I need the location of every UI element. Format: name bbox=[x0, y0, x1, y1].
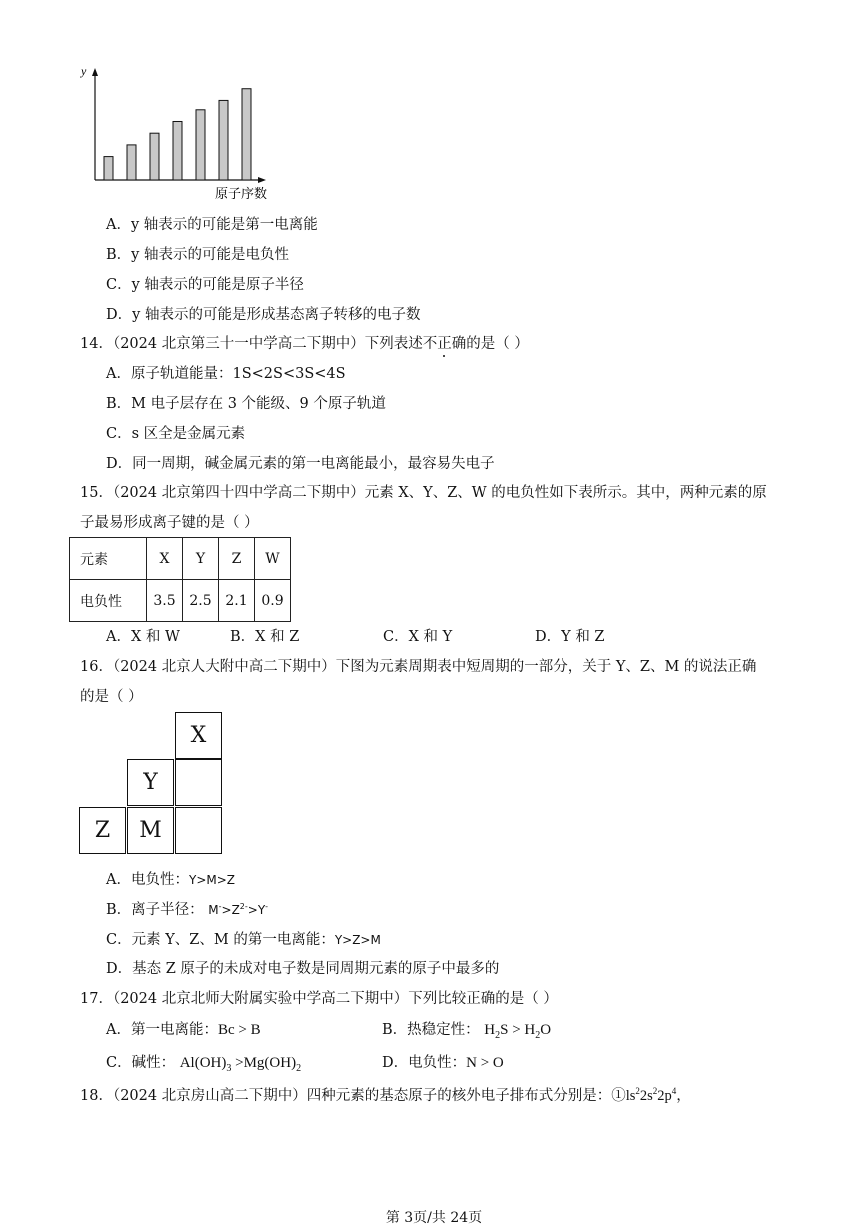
q16-option-a: A．电负性：Y>M>Z bbox=[106, 872, 235, 888]
bar bbox=[104, 157, 113, 180]
periodic-table-fragment bbox=[79, 712, 225, 856]
y-axis-label: y bbox=[81, 64, 87, 78]
q14-option-a: A．原子轨道能量：1S<2S<3S<4S bbox=[106, 366, 346, 382]
bar bbox=[219, 100, 228, 180]
q13-option-d: D．y 轴表示的可能是形成基态离子转移的电子数 bbox=[106, 307, 421, 323]
q18-stem: 18．（2024 北京房山高二下期中）四种元素的基态原子的核外电子排布式分别是：$①ls^22s^22p^4$， bbox=[80, 1086, 691, 1104]
table-cell: 3.5 bbox=[147, 580, 183, 622]
bar-chart bbox=[70, 62, 290, 202]
q13-option-c: C．y 轴表示的可能是原子半径 bbox=[106, 277, 304, 293]
q17-option-c: C．碱性： $Al(OH)_3 >Mg(OH)_2$ bbox=[106, 1055, 302, 1074]
cell-empty bbox=[175, 807, 222, 854]
bar bbox=[242, 89, 251, 180]
electron-configuration: $ls^22s^22p^4$ bbox=[625, 1086, 677, 1104]
table-cell: Z bbox=[219, 538, 255, 580]
q15-stem-line1: 15．（2024 北京第四十四中学高二下期中）元素 X、Y、Z、W 的电负性如下表所示。其中，两种元素的原 bbox=[80, 485, 767, 501]
table-row bbox=[70, 538, 291, 580]
q14-option-c: C．s 区全是金属元素 bbox=[106, 426, 246, 442]
q15-stem-line2: 子最易形成离子键的是（ ） bbox=[80, 515, 259, 531]
bar bbox=[196, 110, 205, 180]
q16-option-c: C．元素 Y、Z、M 的第一电离能：Y>Z>M bbox=[106, 932, 381, 948]
cell-x: X bbox=[175, 712, 222, 759]
cell-y: Y bbox=[127, 759, 174, 806]
table-cell: 2.1 bbox=[219, 580, 255, 622]
q14-option-d: D．同一周期，碱金属元素的第一电离能最小，最容易失电子 bbox=[106, 456, 495, 472]
q16-stem-line1: 16．（2024 北京人大附中高二下期中）下图为元素周期表中短周期的一部分，关于 Y、Z、M 的说法正确 bbox=[80, 659, 757, 675]
q13-option-a: A．y 轴表示的可能是第一电离能 bbox=[106, 217, 318, 233]
q16-option-d: D．基态 Z 原子的未成对电子数是同周期元素的原子中最多的 bbox=[106, 961, 500, 977]
table-cell: 元素 bbox=[70, 538, 147, 580]
q14-emphasis: 不正确 bbox=[422, 336, 467, 352]
cell-m: M bbox=[127, 807, 174, 854]
table-cell: X bbox=[147, 538, 183, 580]
cell-z: Z bbox=[79, 807, 126, 854]
electronegativity-table bbox=[69, 537, 291, 622]
q14-stem: 14．（2024 北京第三十一中学高二下期中）下列表述不正确的是（ ） bbox=[80, 336, 529, 352]
table-cell: Y bbox=[183, 538, 219, 580]
table-cell: W bbox=[255, 538, 291, 580]
x-axis-label: 原子序数 bbox=[215, 187, 268, 202]
q16-stem-line2: 的是（ ） bbox=[80, 689, 143, 705]
q16-option-b: B．离子半径： $M^->Z^{2-}>Y^-$ bbox=[106, 902, 269, 918]
q14-option-b: B．M 电子层存在 3 个能级、9 个原子轨道 bbox=[106, 396, 386, 412]
y-axis-arrow bbox=[92, 68, 98, 76]
q15-option-b: B．X 和 Z bbox=[230, 629, 300, 645]
q17-option-b: B．热稳定性： $H_2S > H_2O$ bbox=[382, 1022, 552, 1041]
bar bbox=[127, 145, 136, 180]
table-row bbox=[70, 580, 291, 622]
bars-group bbox=[104, 89, 251, 180]
table-cell: 2.5 bbox=[183, 580, 219, 622]
q15-option-c: C．X 和 Y bbox=[383, 629, 453, 645]
q17-option-a: A．第一电离能：Bc > B bbox=[106, 1022, 261, 1038]
q13-option-b: B．y 轴表示的可能是电负性 bbox=[106, 247, 289, 263]
bar bbox=[173, 121, 182, 180]
q15-option-a: A．X 和 W bbox=[106, 629, 180, 645]
x-axis-arrow bbox=[258, 177, 266, 183]
q17-option-d: D．电负性：N > O bbox=[382, 1055, 504, 1071]
q15-option-d: D．Y 和 Z bbox=[535, 629, 605, 645]
q17-stem: 17．（2024 北京北师大附属实验中学高二下期中）下列比较正确的是（ ） bbox=[80, 991, 558, 1007]
ionic-radius-expression: $M^->Z^{2-}>Y^-$ bbox=[208, 902, 269, 917]
cell-empty bbox=[175, 759, 222, 806]
page-footer: 第 3页/共 24页 bbox=[385, 1210, 483, 1226]
bar bbox=[150, 133, 159, 180]
table-cell: 0.9 bbox=[255, 580, 291, 622]
table-cell: 电负性 bbox=[70, 580, 147, 622]
